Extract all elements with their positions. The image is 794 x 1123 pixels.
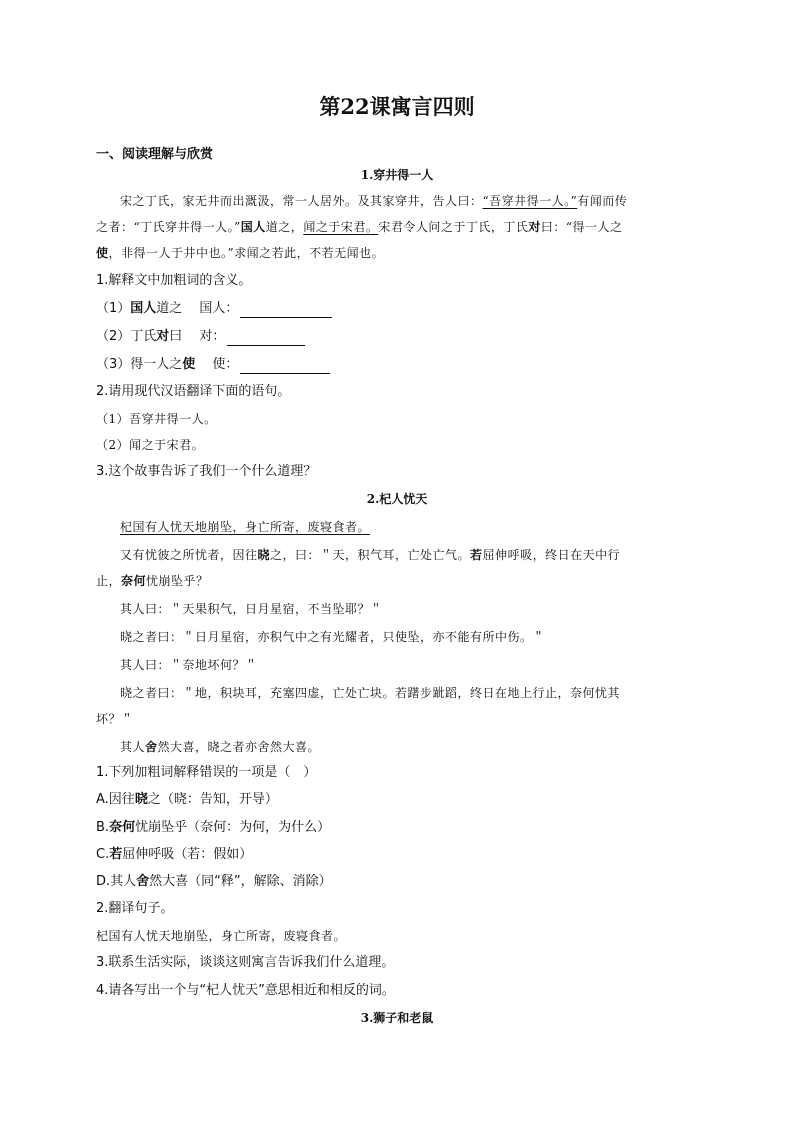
question-2-3: 3.联系生活实际，谈谈这则寓言告诉我们什么道理。 xyxy=(96,955,395,970)
bold-word: 奈何 xyxy=(109,820,136,835)
passage-1-line-2 xyxy=(96,218,623,236)
question-2-4: 4.请各写出一个与“杞人忧天”意思相近和相反的词。 xyxy=(96,983,395,998)
text: 然大喜（同“释”，解除、消除） xyxy=(149,874,332,889)
underlined-text: “吾穿井得一人。” xyxy=(482,194,578,208)
bold-word: 国人 xyxy=(130,301,157,316)
bold-word: 若 xyxy=(109,847,123,862)
text: 曰 对： xyxy=(169,329,226,344)
underlined-text: 闻之于宋君。 xyxy=(303,220,379,234)
bold-word: 对 xyxy=(528,220,541,234)
bold-word: 舍 xyxy=(145,740,158,754)
text: 道之， xyxy=(265,220,304,234)
passage-2-line-1: 杞国有人忧天地崩坠，身亡所寄，废寝食者。 xyxy=(120,520,371,534)
text: 有闻而传 xyxy=(577,194,628,208)
passage-2-line-4: 其人曰：＂天果积气，日月星宿，不当坠耶？＂ xyxy=(120,602,383,616)
text: 之，曰：＂天，积气耳，亡处亡气。 xyxy=(270,548,471,562)
bold-word: 国人 xyxy=(240,220,266,234)
question-1-2-item-2: （2）闻之于宋君。 xyxy=(96,438,205,452)
passage-2-heading: 2.杞人忧天 xyxy=(366,492,428,506)
text: 屈伸呼吸，终日在天中行 xyxy=(482,548,621,562)
passage-2-line-9 xyxy=(120,738,320,756)
passage-2-line-3 xyxy=(96,572,209,590)
answer-blank[interactable] xyxy=(240,359,330,374)
passage-2-line-5: 晓之者曰：＂日月星宿，亦积气中之有光耀者，只使坠，亦不能有所中伤。＂ xyxy=(120,630,546,644)
text: C. xyxy=(96,847,110,862)
passage-2-line-2 xyxy=(120,546,620,564)
bold-word: 晓 xyxy=(257,548,271,562)
text: 其人 xyxy=(120,740,146,754)
option-d[interactable] xyxy=(96,873,332,891)
passage-1-heading: 1.穿井得一人 xyxy=(360,168,434,182)
text: （2）丁氏 xyxy=(96,329,157,344)
option-a[interactable] xyxy=(96,791,278,809)
text: 道之 国人： xyxy=(156,301,239,316)
bold-word: 使 xyxy=(96,246,109,260)
question-2-2-sentence: 杞国有人忧天地崩坠，身亡所寄，废寝食者。 xyxy=(96,929,347,943)
text: 又有忧彼之所忧者，因往 xyxy=(120,548,258,562)
text: 屈伸呼吸（若：假如） xyxy=(122,847,253,862)
text: 宋之丁氏，家无井而出溉汲，常一人居外。及其家穿井，告人曰： xyxy=(120,194,483,208)
text: 之者：“丁氏穿井得一人。” xyxy=(96,220,241,234)
answer-blank[interactable] xyxy=(227,331,305,346)
bold-word: 舍 xyxy=(136,874,150,889)
bold-word: 若 xyxy=(470,548,483,562)
option-b[interactable] xyxy=(96,819,330,837)
question-1-1-item-2 xyxy=(96,328,305,346)
passage-2-line-7: 晓之者曰：＂地，积块耳，充塞四虚，亡处亡块。若躇步跐蹈，终日在地上行止，奈何忧其 xyxy=(120,686,621,700)
text: ，非得一人于井中也。”求闻之若此，不若无闻也。 xyxy=(108,246,385,260)
question-2-1: 1.下列加粗词解释错误的一项是（ ） xyxy=(96,765,317,780)
question-1-1: 1.解释文中加粗词的含义。 xyxy=(96,273,252,288)
text: D.其人 xyxy=(96,874,137,889)
text: 曰：“得一人之 xyxy=(540,220,623,234)
text: 忧崩坠乎？ xyxy=(146,574,209,588)
text: 忧崩坠乎（奈何：为何，为什么） xyxy=(135,820,331,835)
question-1-2-item-1: （1）吾穿井得一人。 xyxy=(96,412,217,426)
text: （3）得一人之 xyxy=(96,357,183,372)
section-heading: 一、阅读理解与欣赏 xyxy=(96,147,214,162)
question-1-3: 3.这个故事告诉了我们一个什么道理？ xyxy=(96,464,317,479)
question-1-1-item-3 xyxy=(96,356,330,374)
text: 止， xyxy=(96,574,122,588)
text: 宋君令人问之于丁氏，丁氏 xyxy=(378,220,529,234)
question-1-2: 2.请用现代汉语翻译下面的语句。 xyxy=(96,384,291,399)
question-2-2: 2.翻译句子。 xyxy=(96,901,174,916)
bold-word: 对 xyxy=(156,329,170,344)
text: （1） xyxy=(96,301,131,316)
text: B. xyxy=(96,820,110,835)
text: 之（晓：告知，开导） xyxy=(147,792,278,807)
bold-word: 使 xyxy=(182,357,196,372)
page-title: 第22课寓言四则 xyxy=(319,94,475,119)
bold-word: 晓 xyxy=(134,792,148,807)
passage-2-line-8: 坏？＂ xyxy=(96,712,134,726)
passage-1-line-1 xyxy=(120,192,627,210)
question-1-1-item-1 xyxy=(96,300,332,318)
bold-word: 奈何 xyxy=(121,574,147,588)
text: A.因往 xyxy=(96,792,135,807)
answer-blank[interactable] xyxy=(240,303,332,318)
option-c[interactable] xyxy=(96,846,252,864)
passage-3-heading: 3.狮子和老鼠 xyxy=(360,1011,434,1025)
text: 使： xyxy=(195,357,239,372)
text: 然大喜，晓之者亦舍然大喜。 xyxy=(157,740,321,754)
passage-1-line-3 xyxy=(96,244,384,262)
passage-2-line-6: 其人曰：＂奈地坏何？＂ xyxy=(120,658,258,672)
